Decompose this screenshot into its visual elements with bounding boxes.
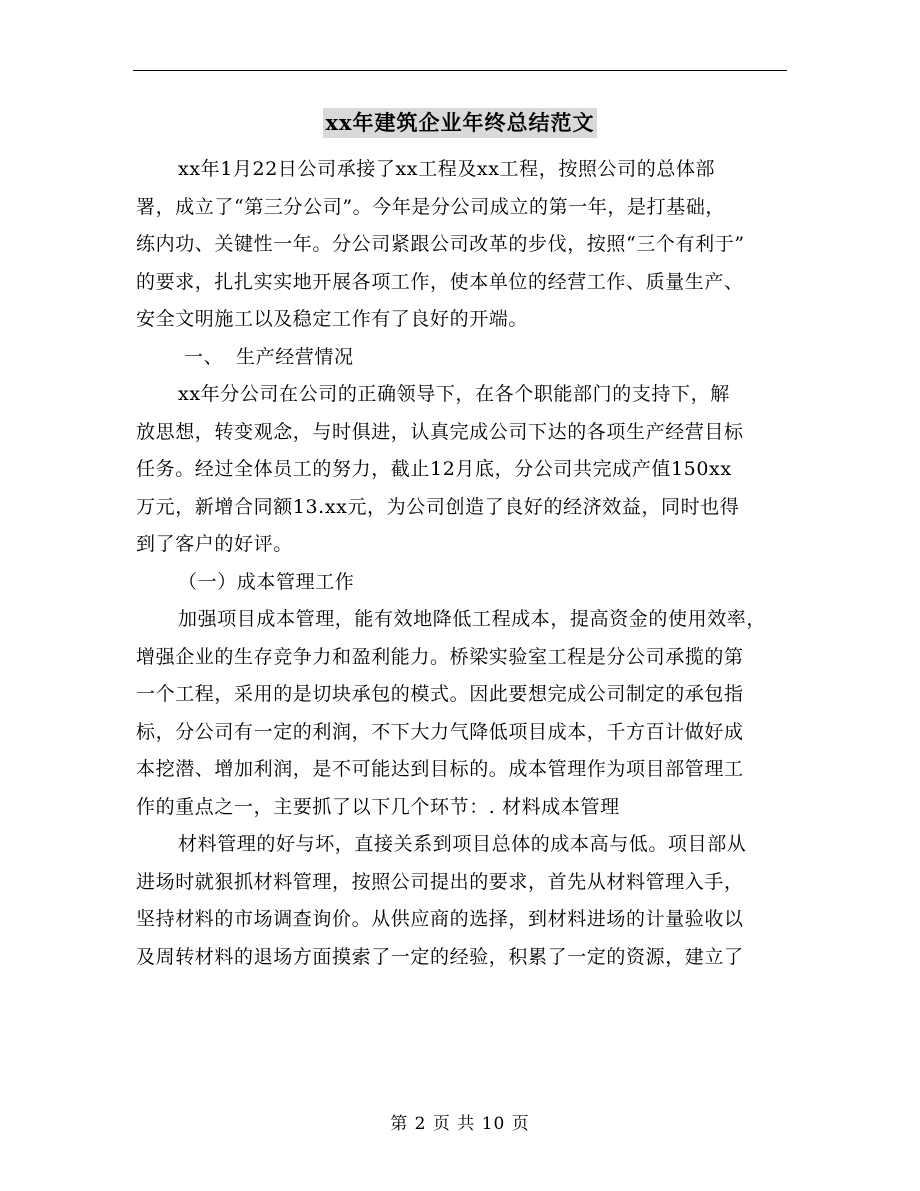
paragraph-line: 作的重点之一，主要抓了以下几个环节：. 材料成本管理 (136, 795, 620, 818)
paragraph-line: 标，分公司有一定的利润，不下大力气降低项目成本，千方百计做好成 (136, 720, 744, 743)
page-number: 第 2 页 共 10 页 (390, 1114, 530, 1134)
section-number: 一、 (184, 345, 224, 368)
paragraph-line: 到了客户的好评。 (136, 533, 293, 555)
paragraph-line: 的要求，扎扎实实地开展各项工作，使本单位的经营工作、质量生产、 (136, 270, 744, 293)
paragraph-line: xx年1月22日公司承接了xx工程及xx工程，按照公司的总体部 (178, 158, 716, 180)
paragraph-line: 坚持材料的市场调查询价。从供应商的选择，到材料进场的计量验收以 (136, 908, 744, 930)
title-container (0, 108, 920, 138)
section-title: 生产经营情况 (236, 345, 354, 368)
paragraph-line: 放思想，转变观念，与时俱进，认真完成公司下达的各项生产经营目标 (136, 420, 744, 443)
page-footer (0, 1112, 920, 1136)
section-heading (136, 339, 786, 377)
paragraph-line: 万元，新增合同额13.xx元，为公司创造了良好的经济效益，同时也得 (136, 495, 740, 518)
subsection-heading: （一）成本管理工作 (178, 570, 355, 593)
paragraph-line: xx年分公司在公司的正确领导下，在各个职能部门的支持下，解 (178, 383, 730, 405)
document-title: xx年建筑企业年终总结范文 (323, 108, 596, 138)
paragraph-line: 本挖潜、增加利润，是不可能达到目标的。成本管理作为项目部管理工 (136, 758, 744, 780)
paragraph-line: 材料管理的好与坏，直接关系到项目总体的成本高与低。项目部从 (178, 833, 747, 855)
paragraph-line: 进场时就狠抓材料管理，按照公司提出的要求，首先从材料管理入手， (136, 870, 744, 893)
paragraph-line: 署，成立了“第三分公司”。今年是分公司成立的第一年，是打基础， (136, 195, 726, 218)
paragraph-line: 任务。经过全体员工的努力，截止12月底，分公司共完成产值150xx (136, 458, 732, 480)
header-rule (133, 70, 787, 71)
paragraph-line: 一个工程，采用的是切块承包的模式。因此要想完成公司制定的承包指 (136, 683, 744, 705)
paragraph-line: 及周转材料的退场方面摸索了一定的经验，积累了一定的资源，建立了 (136, 945, 744, 968)
paragraph-line: 练内功、关键性一年。分公司紧跟公司改革的步伐，按照“三个有利于” (136, 233, 745, 255)
paragraph-line: 增强企业的生存竞争力和盈利能力。桥梁实验室工程是分公司承揽的第 (136, 645, 744, 668)
paragraph-line: 安全文明施工以及稳定工作有了良好的开端。 (136, 308, 529, 330)
paragraph-line: 加强项目成本管理，能有效地降低工程成本，提高资金的使用效率， (178, 608, 767, 630)
document-body (136, 151, 786, 976)
